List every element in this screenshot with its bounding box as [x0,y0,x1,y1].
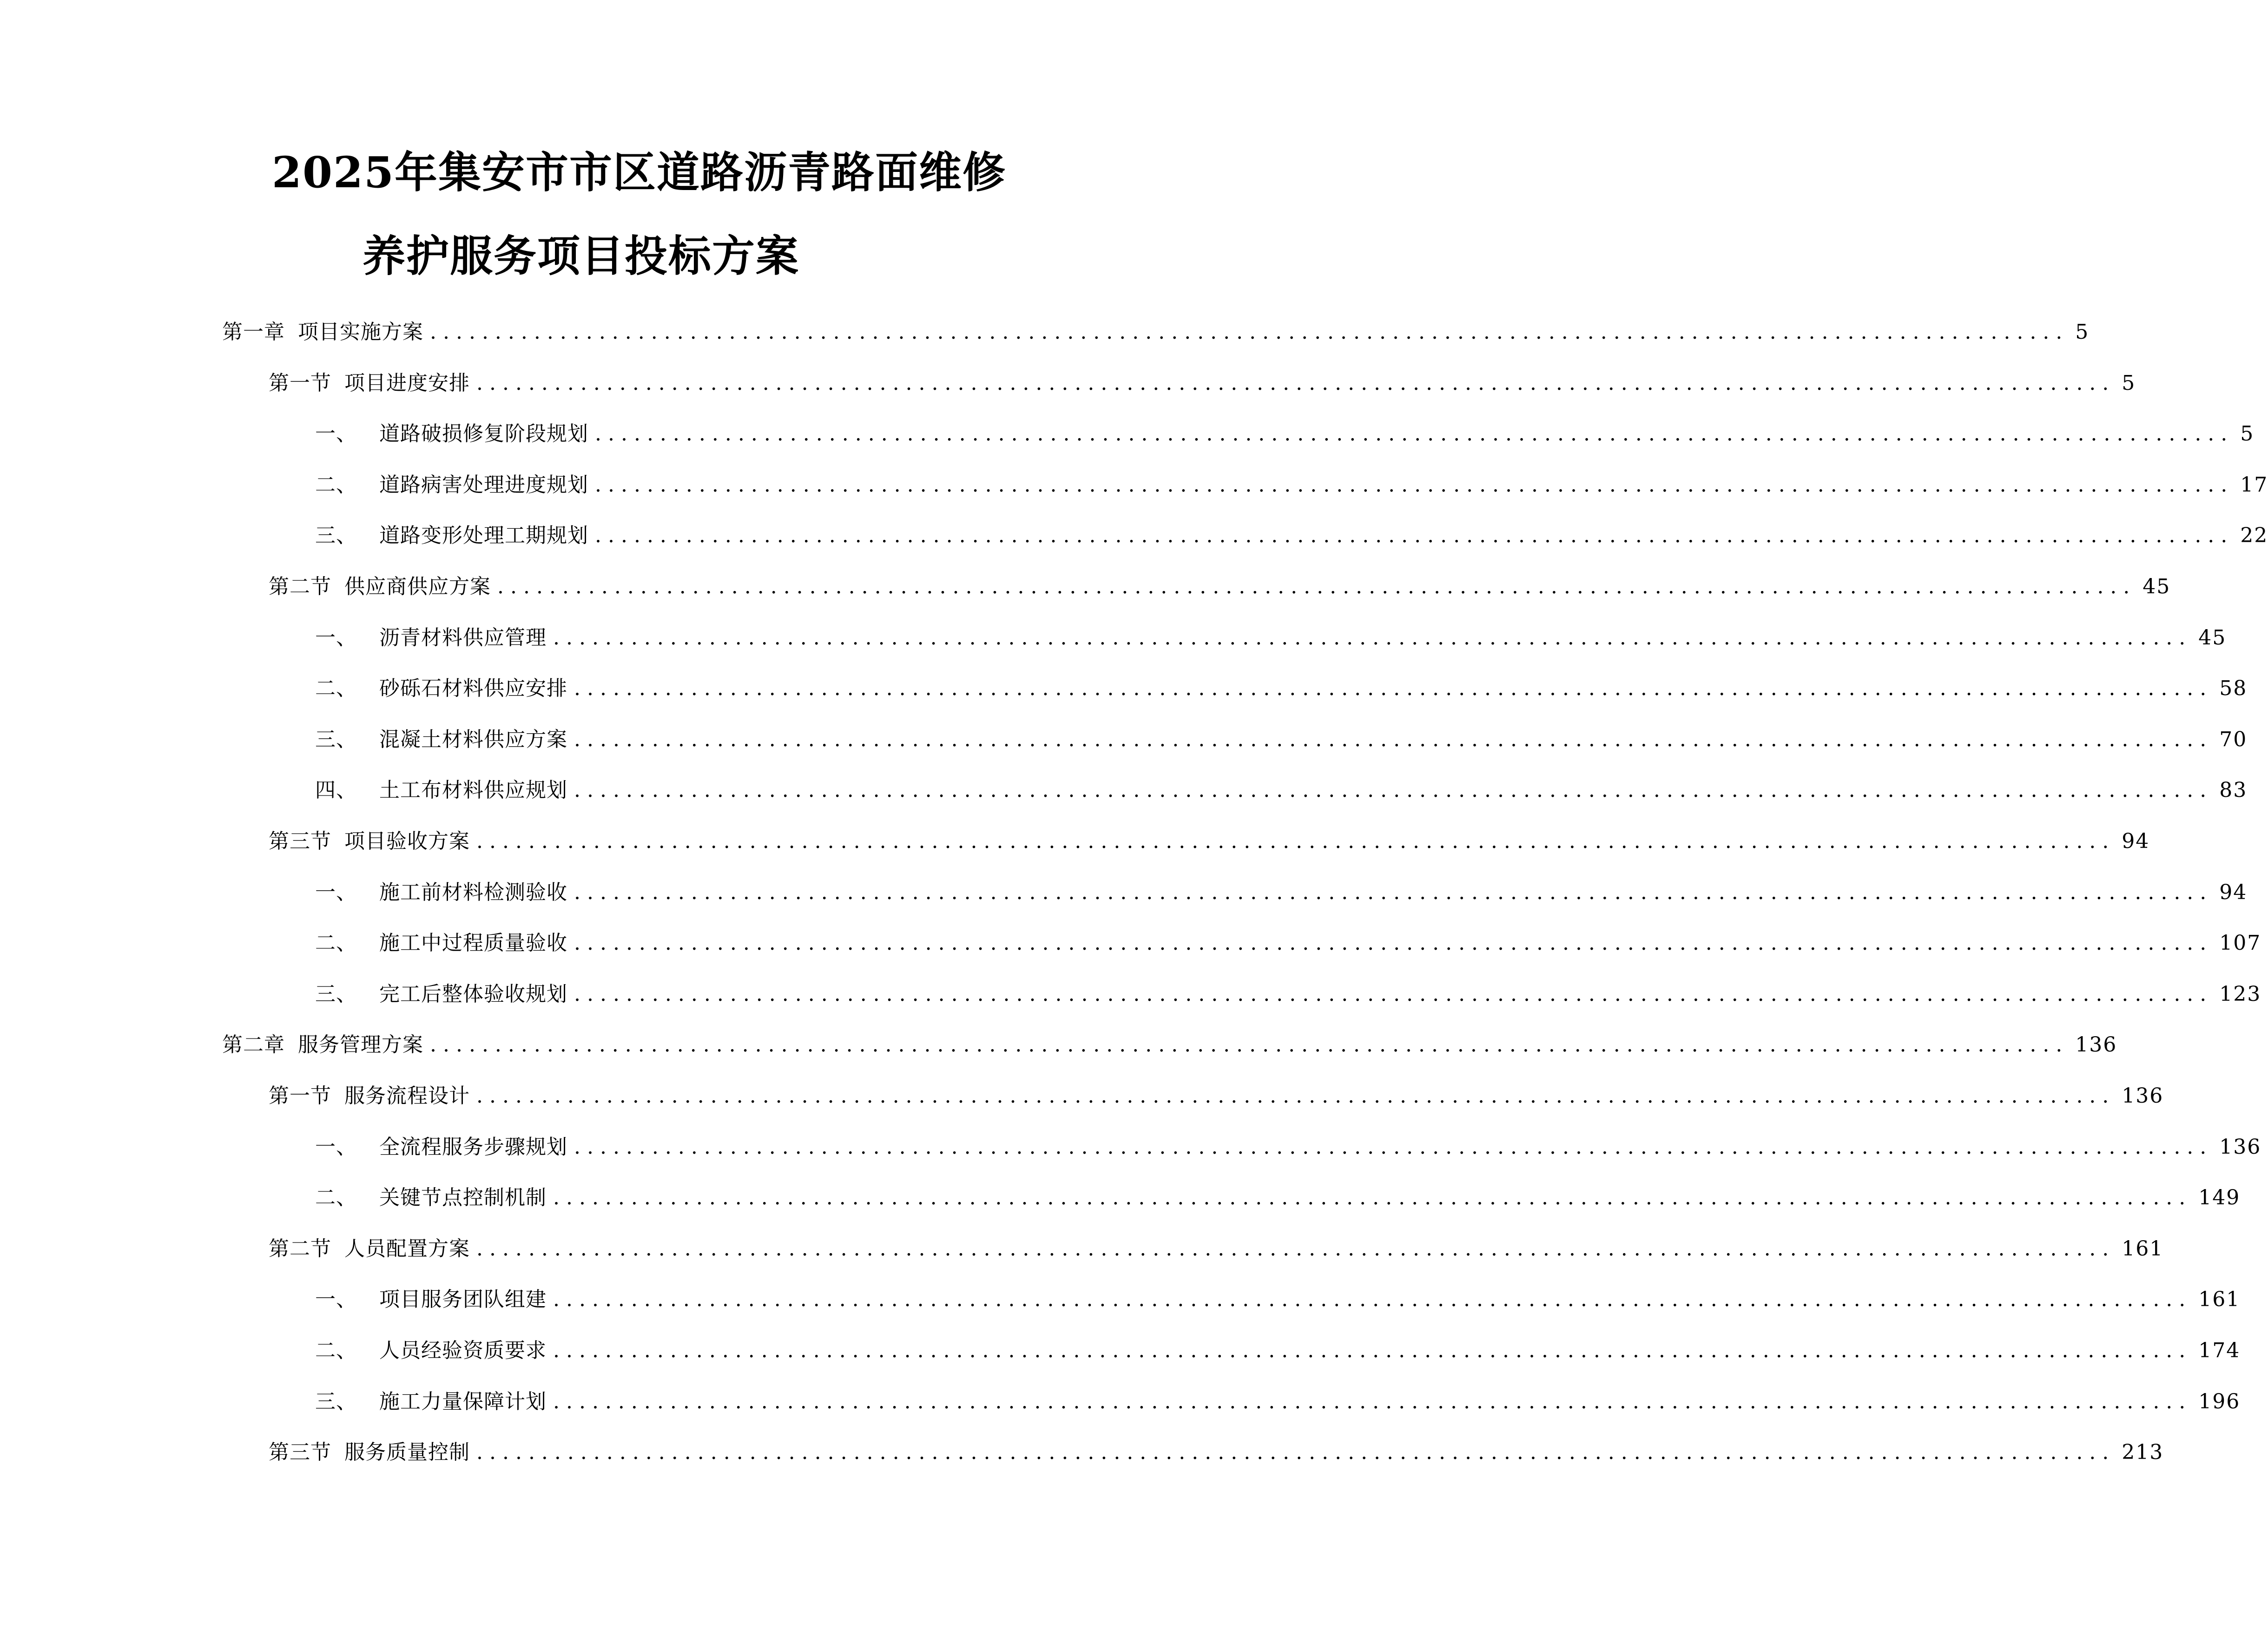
toc-entry-title: 服务质量控制 [344,1440,470,1464]
toc-page-number: 94 [2122,829,2150,853]
toc-page-number: 5 [2240,422,2255,446]
toc-entry-number: 二、 [315,677,357,700]
toc-entry[interactable] [315,726,2248,754]
toc-leader-dots: .............................................................................................................................. [476,1440,2116,1464]
toc-page-number: 149 [2198,1186,2241,1209]
toc-leader-dots: .............................................................................................................................. [574,931,2213,955]
toc-entry-label [222,1031,423,1059]
toc-entry[interactable] [222,318,2090,346]
toc-entry-label [315,1133,567,1161]
toc-entry-title: 混凝土材料供应方案 [379,728,567,751]
toc-leader-dots: .............................................................................................................................. [476,829,2116,853]
toc-entry-number: 四、 [315,778,357,802]
toc-entry-label [315,522,588,550]
toc-entry-label [269,1235,470,1263]
toc-page-number: 17 [2240,473,2268,497]
toc-entry[interactable] [269,828,2150,855]
toc-page-number: 136 [2075,1033,2117,1057]
toc-entry-title: 砂砾石材料供应安排 [379,677,567,700]
toc-entry-number: 第三节 [269,829,331,853]
toc-entry-label [315,879,567,907]
toc-entry[interactable] [315,624,2227,652]
toc-entry-title: 道路病害处理进度规划 [379,473,588,497]
toc-leader-dots: .............................................................................................................................. [553,1186,2192,1209]
toc-entry[interactable] [315,879,2248,907]
toc-entry-label [315,980,567,1008]
toc-entry-label [315,471,588,499]
toc-entry-label [315,1337,547,1365]
toc-leader-dots: .............................................................................................................................. [430,1033,2069,1057]
toc-entry-number: 第二章 [222,1033,285,1057]
toc-page-number: 45 [2143,575,2171,598]
toc-entry-number: 二、 [315,473,357,497]
toc-entry-number: 第二节 [269,1237,331,1261]
toc-page-number: 161 [2198,1288,2241,1311]
toc-entry[interactable] [315,522,2268,550]
toc-page-number: 45 [2198,626,2227,650]
toc-entry[interactable] [269,573,2171,601]
toc-entry-label [315,726,567,754]
toc-leader-dots: .............................................................................................................................. [476,371,2116,395]
toc-entry-title: 施工中过程质量验收 [379,931,567,955]
toc-page-number: 196 [2198,1390,2241,1413]
toc-entry-label [315,1184,547,1212]
toc-page-number: 136 [2122,1084,2164,1108]
toc-leader-dots: .............................................................................................................................. [574,881,2213,904]
toc-entry[interactable] [315,929,2261,957]
document-title-line-2: 养护服务项目投标方案 [363,231,800,281]
toc-entry-number: 三、 [315,1390,357,1413]
toc-page-number: 70 [2219,728,2248,751]
toc-entry-title: 人员经验资质要求 [379,1339,547,1362]
toc-leader-dots: .............................................................................................................................. [595,422,2234,446]
toc-entry-title: 道路破损修复阶段规划 [379,422,588,446]
toc-entry-label [222,318,423,346]
toc-entry-number: 二、 [315,931,357,955]
toc-entry-number: 二、 [315,1186,357,1209]
toc-entry-number: 第三节 [269,1440,331,1464]
toc-page-number: 5 [2075,320,2090,344]
document-title-line-1: 2025年集安市市区道路沥青路面维修 [272,147,1007,197]
toc-entry[interactable] [315,1133,2261,1161]
toc-entry[interactable] [315,1184,2241,1212]
toc-leader-dots: .............................................................................................................................. [430,320,2069,344]
toc-entry[interactable] [269,1439,2164,1466]
toc-entry[interactable] [315,1337,2241,1365]
toc-page-number: 107 [2219,931,2261,955]
toc-leader-dots: .............................................................................................................................. [574,982,2213,1006]
toc-entry-title: 关键节点控制机制 [379,1186,547,1209]
toc-entry-title: 项目实施方案 [298,320,423,344]
toc-entry-label [315,776,567,804]
toc-page-number: 22 [2240,524,2268,547]
toc-entry[interactable] [315,980,2261,1008]
toc-page-number: 174 [2198,1339,2241,1362]
toc-entry-title: 人员配置方案 [344,1237,470,1261]
toc-entry-title: 施工前材料检测验收 [379,881,567,904]
toc-entry-title: 项目验收方案 [344,829,470,853]
toc-entry-number: 一、 [315,881,357,904]
toc-entry-title: 道路变形处理工期规划 [379,524,588,547]
toc-page-number: 136 [2219,1135,2261,1159]
toc-leader-dots: .............................................................................................................................. [553,626,2192,650]
toc-page-number: 123 [2219,982,2261,1006]
toc-leader-dots: .............................................................................................................................. [574,778,2213,802]
toc-entry-number: 第一节 [269,1084,331,1108]
toc-page-number: 161 [2122,1237,2164,1261]
toc-entry[interactable] [269,369,2136,397]
toc-leader-dots: .............................................................................................................................. [497,575,2136,598]
toc-page-number: 213 [2122,1440,2164,1464]
toc-entry-label [315,420,588,448]
toc-entry-number: 三、 [315,728,357,751]
toc-entry-title: 服务管理方案 [298,1033,423,1057]
toc-entry[interactable] [315,471,2268,499]
toc-entry[interactable] [315,675,2248,703]
toc-entry-label [269,828,470,855]
toc-leader-dots: .............................................................................................................................. [476,1237,2116,1261]
toc-entry[interactable] [269,1082,2164,1110]
toc-entry-title: 完工后整体验收规划 [379,982,567,1006]
toc-entry-number: 一、 [315,422,357,446]
toc-entry-title: 全流程服务步骤规划 [379,1135,567,1159]
toc-entry-label [269,1082,470,1110]
toc-entry-number: 第一章 [222,320,285,344]
toc-entry[interactable] [222,1031,2117,1059]
toc-entry-number: 一、 [315,626,357,650]
toc-entry-label [315,1286,547,1314]
toc-entry-title: 服务流程设计 [344,1084,470,1108]
toc-entry[interactable] [315,776,2248,804]
toc-leader-dots: .............................................................................................................................. [476,1084,2116,1108]
toc-page-number: 83 [2219,778,2248,802]
toc-entry-number: 二、 [315,1339,357,1362]
toc-leader-dots: .............................................................................................................................. [553,1390,2192,1413]
toc-entry-number: 第一节 [269,371,331,395]
toc-leader-dots: .............................................................................................................................. [574,728,2213,751]
toc-entry-title: 土工布材料供应规划 [379,778,567,802]
toc-entry-title: 沥青材料供应管理 [379,626,547,650]
toc-entry-title: 施工力量保障计划 [379,1390,547,1413]
toc-entry[interactable] [315,420,2255,448]
toc-entry-label [315,929,567,957]
toc-leader-dots: .............................................................................................................................. [574,677,2213,700]
toc-entry-number: 第二节 [269,575,331,598]
toc-page-number: 5 [2122,371,2136,395]
toc-entry-number: 一、 [315,1135,357,1159]
toc-entry[interactable] [315,1286,2241,1314]
toc-page-number: 58 [2219,677,2248,700]
toc-entry-label [315,1388,547,1416]
toc-leader-dots: .............................................................................................................................. [553,1339,2192,1362]
toc-leader-dots: .............................................................................................................................. [553,1288,2192,1311]
toc-page-number: 94 [2219,881,2248,904]
toc-entry-label [315,675,567,703]
toc-entry-title: 项目进度安排 [344,371,470,395]
toc-entry-label [269,573,491,601]
toc-entry-label [269,1439,470,1466]
toc-entry-number: 三、 [315,524,357,547]
toc-entry-number: 一、 [315,1288,357,1311]
toc-entry[interactable] [315,1388,2241,1416]
toc-entry[interactable] [269,1235,2164,1263]
toc-leader-dots: .............................................................................................................................. [595,524,2234,547]
toc-leader-dots: .............................................................................................................................. [595,473,2234,497]
toc-entry-number: 三、 [315,982,357,1006]
toc-entry-label [315,624,547,652]
toc-leader-dots: .............................................................................................................................. [574,1135,2213,1159]
toc-entry-title: 项目服务团队组建 [379,1288,547,1311]
toc-entry-title: 供应商供应方案 [344,575,491,598]
toc-entry-label [269,369,470,397]
